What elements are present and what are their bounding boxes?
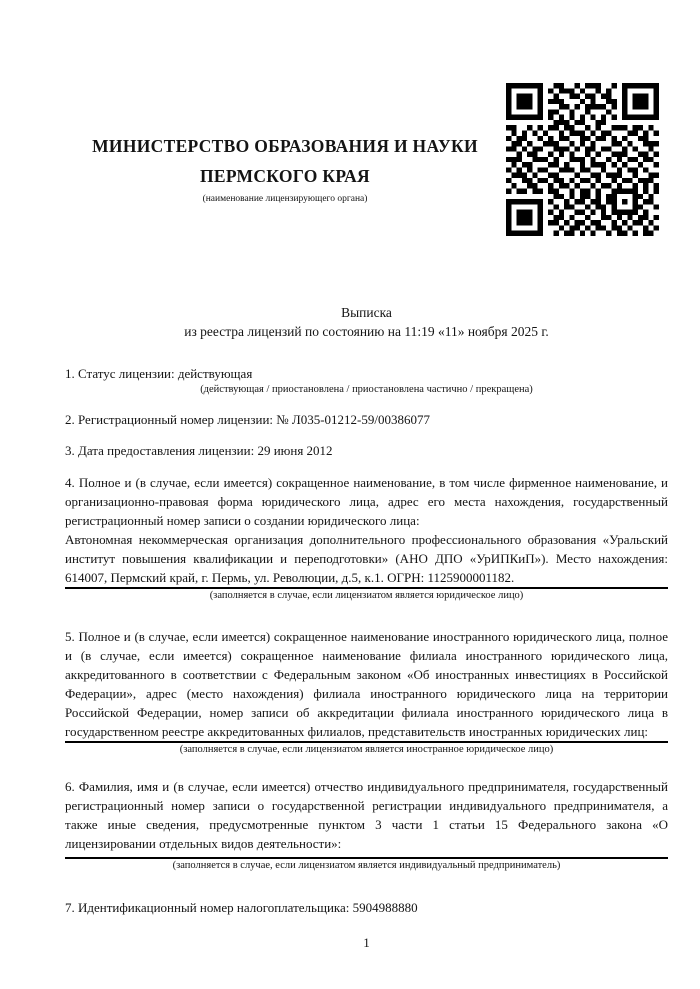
issuing-authority-name — [65, 131, 505, 191]
document-title-line2: из реестра лицензий по состоянию на 11:19 «11» ноября 2025 г. — [184, 324, 549, 339]
document-title — [65, 303, 668, 341]
item-1-status-options-caption: (действующая / приостановлена / приостановлена частично / прекращена) — [200, 384, 533, 395]
item-4-caption: (заполняется в случае, если лицензиатом является юридическое лицо) — [209, 590, 524, 601]
issuing-authority-header — [65, 131, 505, 204]
item-2-registration-number: 2. Регистрационный номер лицензии: № Л035-01212-59/00386077 — [65, 412, 431, 427]
issuing-authority-caption: (наименование лицензирующего органа) — [202, 194, 368, 204]
page-number: 1 — [363, 935, 370, 950]
item-6-caption: (заполняется в случае, если лицензиатом является индивидуальный предприниматель) — [172, 860, 561, 871]
item-7-taxpayer-id: 7. Идентификационный номер налогоплательщика: 5904988880 — [65, 900, 418, 915]
item-6-individual-entrepreneur-description: 6. Фамилия, имя и (в случае, если имеется) отчество индивидуального предпринимателя, государственный регистрационный номер записи о государственной регистрации индивидуального предпринимателя, а также иные сведения, предусмотренные пунктом 3 части 1 статьи 15 Федерального закона «О лицензировании отдельных видов деятельности»: — [65, 779, 668, 851]
qr-code-icon — [506, 83, 659, 236]
item-4-legal-entity-description: 4. Полное и (в случае, если имеется) сокращенное наименование, в том числе фирменное наименование, и организационно-правовая форма юридического лица, адрес его места нахождения, государственный регистрационный номер записи о создании юридического лица: — [65, 475, 668, 528]
document-title-line1: Выписка — [341, 305, 392, 320]
item-1-license-status: 1. Статус лицензии: действующая — [65, 366, 253, 381]
item-4-legal-entity-value: Автономная некоммерческая организация дополнительного профессионального образования «Уральский институт повышения квалификации и переподготовки» (АНО ДПО «УрИПКиП»). Место нахождения: 614007, Пермский край, г. Пермь, ул. Революции, д.5, к.1. ОГРН: 1125900001182. — [65, 532, 668, 585]
issuing-authority-name-line2: ПЕРМСКОГО КРАЯ — [200, 166, 370, 186]
item-5-foreign-entity-description: 5. Полное и (в случае, если имеется) сокращенное наименование иностранного юридического лица, полное и (в случае, если имеется) сокращенное наименование филиала иностранного юридического лица, аккредитованного в соответствии с Федеральным законом «Об иностранных инвестициях в Российской Федерации», адрес (место нахождения) филиала иностранного юридического лица на территории Российской Федерации, номер записи об аккредитации филиала иностранного юридического лица в государственном реестре аккредитованных филиалов, представительств иностранных юридических лиц: — [65, 629, 668, 739]
item-3-grant-date: 3. Дата предоставления лицензии: 29 июня 2012 — [65, 443, 333, 458]
document-body — [65, 303, 668, 952]
item-5-caption: (заполняется в случае, если лицензиатом является иностранное юридическое лицо) — [179, 744, 554, 755]
issuing-authority-name-line1: МИНИСТЕРСТВО ОБРАЗОВАНИЯ И НАУКИ — [92, 136, 478, 156]
